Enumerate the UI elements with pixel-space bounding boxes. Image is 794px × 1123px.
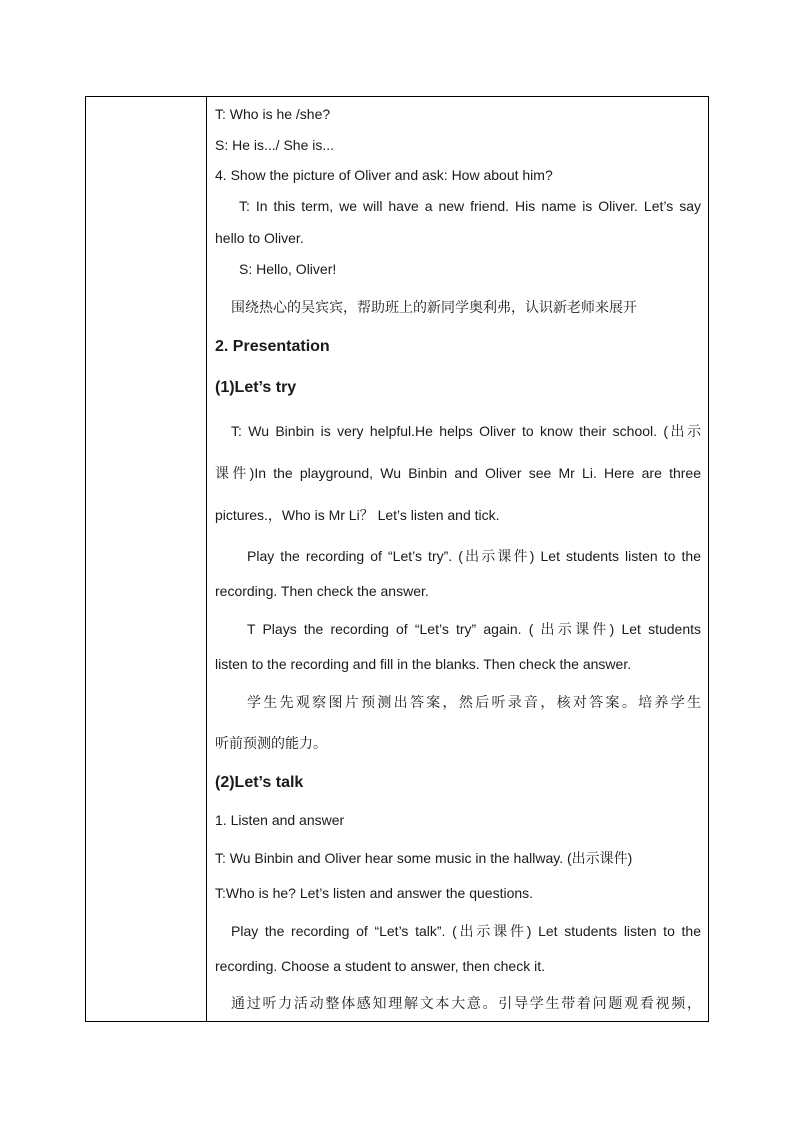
section-heading: 2. Presentation — [215, 338, 330, 355]
text-line: 学生先观察图片预测出答案，然后听录音，核对答案。培养学生 — [247, 694, 701, 710]
subsection-heading: (2)Let’s talk — [215, 774, 304, 791]
text-line: 围绕热心的吴宾宾，帮助班上的新同学奥利弗，认识新老师来展开 — [231, 299, 637, 315]
text-line: 课件)In the playground, Wu Binbin and Oliver see Mr Li. Here are three — [215, 465, 701, 481]
text-line: recording. Choose a student to answer, then check it. — [215, 958, 545, 974]
text-line: pictures.，Who is Mr Li？ Let’s listen and tick. — [215, 507, 500, 523]
text-line: 通过听力活动整体感知理解文本大意。引导学生带着问题观看视频， — [231, 995, 701, 1011]
subsection-heading: (1)Let’s try — [215, 379, 297, 396]
text-line: T:Who is he? Let’s listen and answer the questions. — [215, 885, 534, 901]
text-line: 1. Listen and answer — [215, 812, 345, 828]
text-line: recording. Then check the answer. — [215, 583, 429, 599]
text-line: T: Wu Binbin and Oliver hear some music in the hallway. (出示课件) — [215, 850, 633, 866]
text-line: S: He is.../ She is... — [215, 137, 335, 153]
text-line: 听前预测的能力。 — [215, 735, 327, 751]
text-line: T: In this term, we will have a new friend. His name is Oliver. Let’s say — [239, 198, 701, 214]
text-line: hello to Oliver. — [215, 230, 304, 246]
text-line: Play the recording of “Let’s talk”. (出示课件) Let students listen to the — [231, 923, 701, 939]
text-line: Play the recording of “Let’s try”. (出示课件) Let students listen to the — [247, 548, 701, 564]
text-line: T Plays the recording of “Let’s try” again. ( 出示课件) Let students — [247, 621, 701, 637]
text-line: 4. Show the picture of Oliver and ask: How about him? — [215, 167, 553, 183]
text-line: T: Who is he /she? — [215, 106, 331, 122]
text-line: S: Hello, Oliver! — [239, 261, 337, 277]
text-line: listen to the recording and fill in the blanks. Then check the answer. — [215, 656, 632, 672]
procedure-cell — [207, 97, 708, 1021]
text-line: T: Wu Binbin is very helpful.He helps Oliver to know their school. (出示 — [231, 423, 701, 439]
